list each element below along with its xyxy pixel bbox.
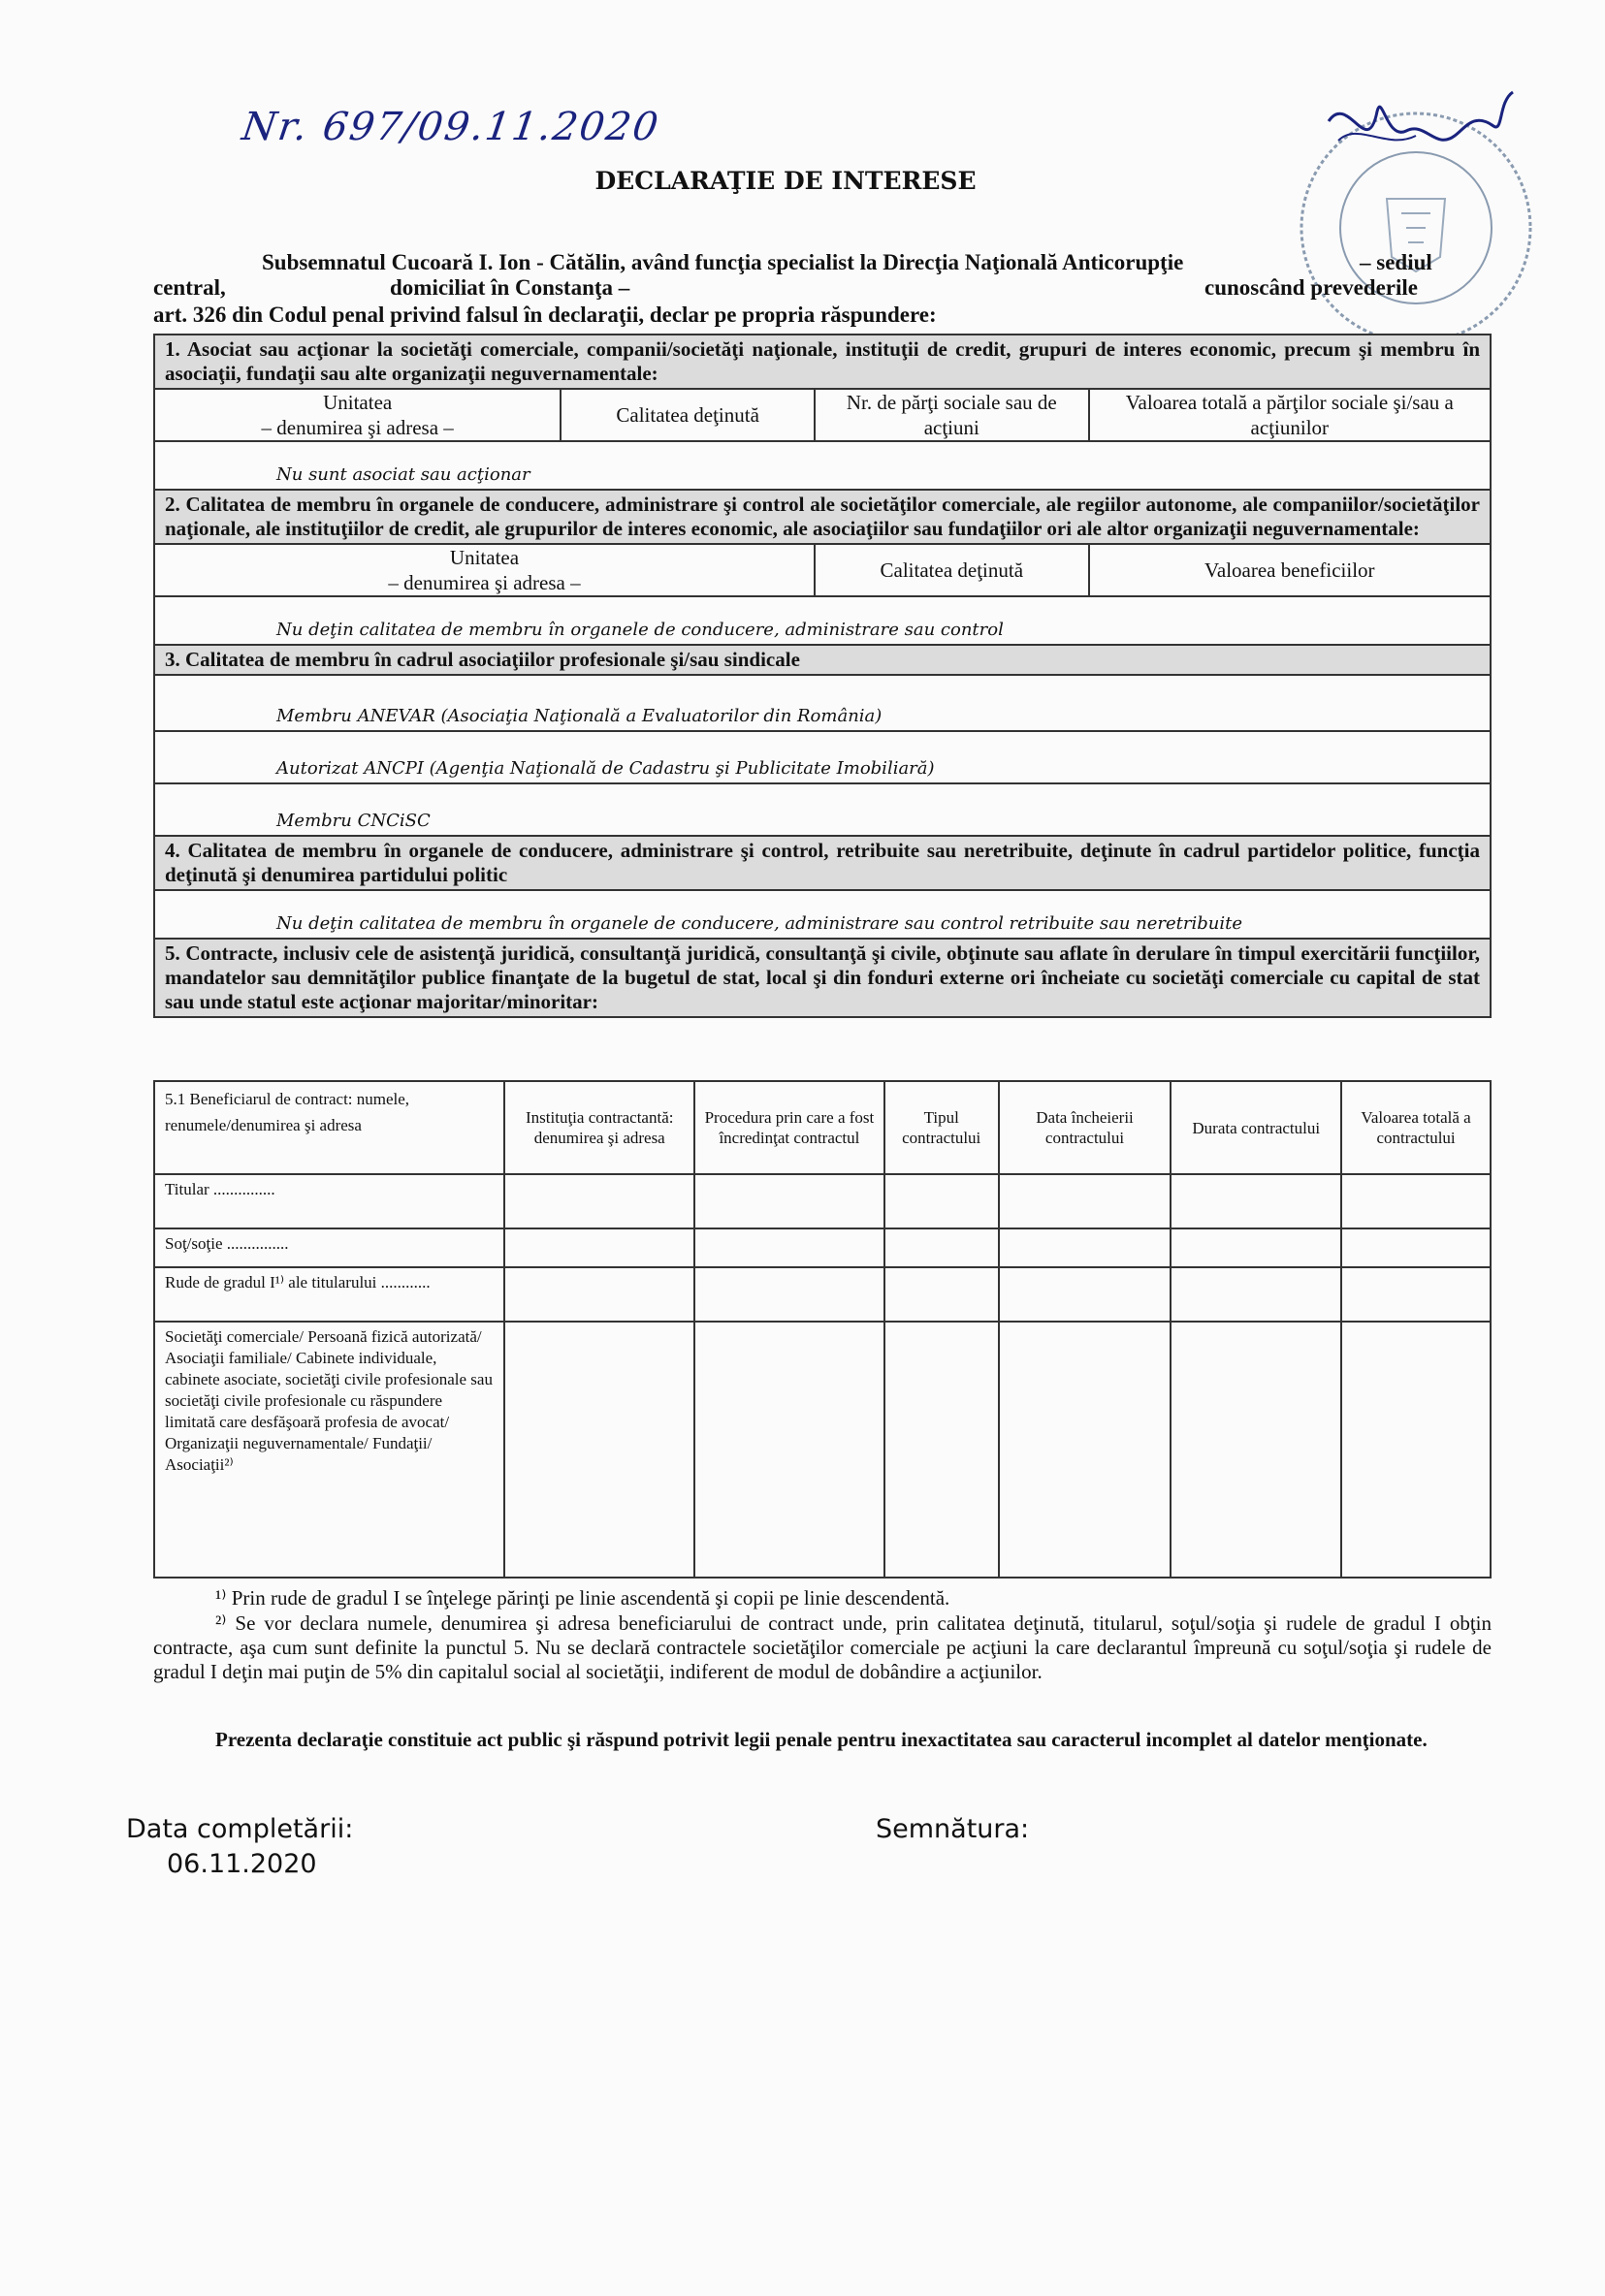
table-cell [884, 1322, 999, 1578]
table-cell [1171, 1322, 1341, 1578]
row-label-sot-sotie: Soţ/soţie ............... [154, 1228, 504, 1267]
table-cell [1341, 1174, 1491, 1228]
c51-col-tipul: Tipul contractului [884, 1081, 999, 1174]
s3-entry-2: Autorizat ANCPI (Agenţia Naţională de Cadastru şi Publicitate Imobiliară) [154, 731, 1491, 783]
table-row [154, 1322, 1491, 1578]
table-cell [1171, 1267, 1341, 1322]
final-statement: Prezenta declaraţie constituie act public şi răspund potrivit legii penale pentru inexactitatea sau caracterul incomplet al datelor menţionate. [215, 1728, 1428, 1751]
table-cell [504, 1267, 694, 1322]
table-cell [1341, 1322, 1491, 1578]
s2-entry: Nu deţin calitatea de membru în organele de conducere, administrare sau control [154, 596, 1491, 645]
c51-col-institutia: Instituţia contractantă: denumirea şi adresa [504, 1081, 694, 1174]
c51-col-valoarea: Valoarea totală a contractului [1341, 1081, 1491, 1174]
s4-entry: Nu deţin calitatea de membru în organele de conducere, administrare sau control retribuite sau neretribuite [154, 890, 1491, 939]
row-label-societati: Societăţi comerciale/ Persoană fizică autorizată/ Asociaţii familiale/ Cabinete individuale, cabinete asociate, societăţi civile profesionale sau societăţi civile profesionale cu răspundere limitată care desfăşoară profesia de avocat/ Organizaţii neguvernamentale/ Fundaţii/ Asociaţii²⁾ [154, 1322, 504, 1578]
s1-col-parti-sociale: Nr. de părţi sociale sau de acţiuni [815, 389, 1089, 441]
table-cell [694, 1267, 884, 1322]
date-value: 06.11.2020 [167, 1849, 317, 1879]
intro-line-1-end: – sediul [1360, 250, 1432, 274]
table-cell [694, 1228, 884, 1267]
c51-col-data: Data încheierii contractului [999, 1081, 1172, 1174]
table-cell [1171, 1228, 1341, 1267]
s1-col-calitatea: Calitatea deţinută [561, 389, 815, 441]
table-cell [694, 1322, 884, 1578]
declaration-table [153, 334, 1492, 1018]
s2-col-calitatea: Calitatea deţinută [815, 544, 1089, 596]
intro-line-2-a: central, [153, 275, 226, 300]
table-row [154, 1228, 1491, 1267]
table-cell [884, 1228, 999, 1267]
section-3-heading: 3. Calitatea de membru în cadrul asociaţiilor profesionale şi/sau sindicale [154, 645, 1491, 675]
section-4-heading: 4. Calitatea de membru în organele de conducere, administrare şi control, retribuite sau neretribuite, deţinute în cadrul partidelor politice, funcţia deţinută şi denumirea partidului politic [154, 836, 1491, 890]
s1-col-unitatea-sub: – denumirea şi adresa – [261, 416, 454, 439]
table-cell [1341, 1228, 1491, 1267]
registration-number: Nr. 697/09.11.2020 [239, 105, 663, 149]
table-cell [999, 1322, 1172, 1578]
table-cell [504, 1228, 694, 1267]
table-cell [694, 1174, 884, 1228]
c51-col-procedura: Procedura prin care a fost încredinţat contractul [694, 1081, 884, 1174]
footnote-2: ²⁾ Se vor declara numele, denumirea şi adresa beneficiarului de contract unde, prin calitatea deţinută, titularul, soţul/soţia şi rudele de gradul I obţin contracte, aşa cum sunt definite la punctul 5. Nu se declară contractele societăţilor comerciale pe acţiuni la care declarantul împreună cu soţul/soţia şi rudele de gradul I deţin mai puţin de 5% din capitalul social al societăţii, indiferent de modul de dobândire a acţiunilor. [153, 1611, 1492, 1683]
c51-col-durata: Durata contractului [1171, 1081, 1341, 1174]
table-cell [999, 1267, 1172, 1322]
page-title: DECLARAŢIE DE INTERESE [594, 167, 977, 195]
table-cell [999, 1174, 1172, 1228]
table-cell [1171, 1174, 1341, 1228]
table-cell [1341, 1267, 1491, 1322]
table-row [154, 1174, 1491, 1228]
table-row [154, 1267, 1491, 1322]
s3-entry-1: Membru ANEVAR (Asociaţia Naţională a Evaluatorilor din România) [154, 675, 1491, 731]
signature-label: Semnătura: [876, 1814, 1030, 1844]
intro-line-2-c: cunoscând prevederile [1204, 275, 1418, 300]
footnote-1: ¹⁾ Prin rude de gradul I se înţelege părinţi pe linie ascendentă şi copii pe linie descendentă. [215, 1586, 950, 1610]
date-label: Data completării: [126, 1814, 354, 1844]
s1-col-valoarea: Valoarea totală a părţilor sociale şi/sau a acţiunilor [1089, 389, 1491, 441]
s1-col-unitatea-label: Unitatea [323, 391, 393, 414]
intro-line-3: art. 326 din Codul penal privind falsul în declaraţii, declar pe propria răspundere: [153, 303, 937, 327]
table-cell [999, 1228, 1172, 1267]
s2-col-valoarea: Valoarea beneficiilor [1089, 544, 1491, 596]
row-label-titular: Titular ............... [154, 1174, 504, 1228]
s1-entry: Nu sunt asociat sau acţionar [154, 441, 1491, 490]
s2-col-unitatea-label: Unitatea [449, 546, 520, 569]
s3-entry-3: Membru CNCiSC [154, 783, 1491, 836]
s1-col-unitatea [154, 389, 561, 441]
s2-col-unitatea-sub: – denumirea şi adresa – [388, 571, 581, 594]
section-1-heading: 1. Asociat sau acţionar la societăţi comerciale, companii/societăţi naţionale, instituţii de credit, grupuri de interes economic, precum şi membru în asociaţii, fundaţii sau alte organizaţii neguvernamentale: [154, 335, 1491, 389]
c51-col-beneficiar: 5.1 Beneficiarul de contract: numele, renumele/denumirea şi adresa [154, 1081, 504, 1174]
table-cell [884, 1174, 999, 1228]
table-cell [504, 1322, 694, 1578]
intro-line-1: Subsemnatul Cucoară I. Ion - Cătălin, având funcţia specialist la Direcţia Naţională Anticorupţie [262, 250, 1184, 274]
table-cell [884, 1267, 999, 1322]
section-5-heading: 5. Contracte, inclusiv cele de asistenţă juridică, consultanţă juridică, consultanţă şi civile, obţinute sau aflate în derulare în timpul exercitării funcţiilor, mandatelor sau demnităţilor publice finanţate de la bugetul de stat, local şi din fonduri externe ori încheiate cu societăţi comerciale cu capital de stat sau unde statul este acţionar majoritar/minoritar: [154, 939, 1491, 1017]
official-stamp [1270, 82, 1561, 373]
intro-line-2-b: domiciliat în Constanţa – [390, 275, 630, 300]
contracts-table [153, 1080, 1492, 1578]
table-cell [504, 1174, 694, 1228]
section-2-heading: 2. Calitatea de membru în organele de conducere, administrare şi control ale societăţilor comerciale, ale regiilor autonome, ale companiilor/societăţilor naţionale, ale instituţiilor de credit, ale grupurilor de interes economic, ale asociaţiilor sau fundaţiilor ori ale altor organizaţii neguvernamentale: [154, 490, 1491, 544]
s2-col-unitatea [154, 544, 815, 596]
row-label-rude: Rude de gradul I¹⁾ ale titularului ............ [154, 1267, 504, 1322]
